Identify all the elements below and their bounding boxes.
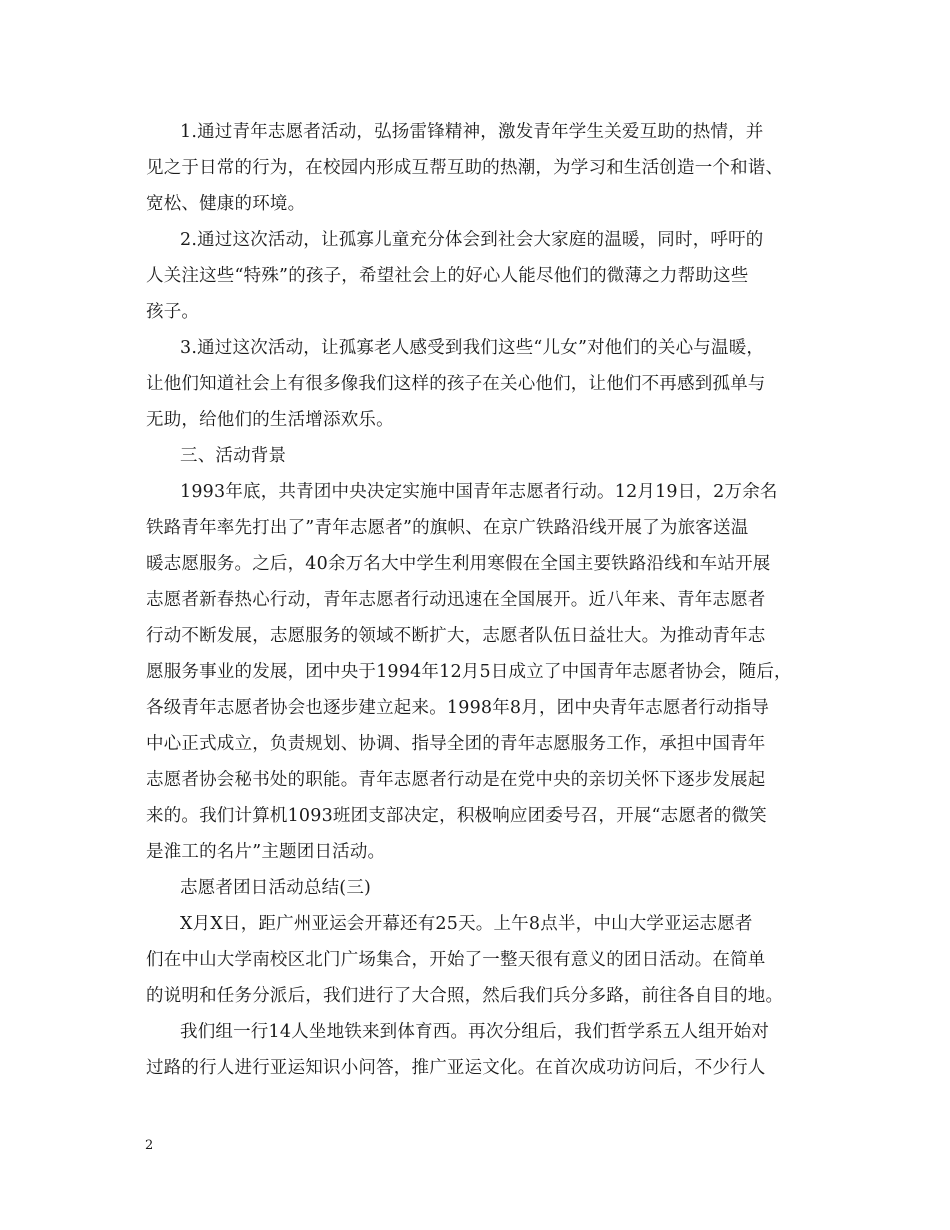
background-paragraph-line-5: 行动不断发展，志愿服务的领域不断扩大，志愿者队伍日益壮大。为推动青年志 (146, 626, 766, 646)
background-paragraph-line-6: 愿服务事业的发展，团中央于1994年12月5日成立了中国青年志愿者协会，随后， (146, 662, 792, 682)
background-paragraph-line-9: 志愿者协会秘书处的职能。青年志愿者行动是在党中央的亲切关怀下逐步发展起 (146, 770, 766, 790)
paragraph-2-line-1: 2.通过这次活动，让孤寡儿童充分体会到社会大家庭的温暖，同时，呼吁的 (180, 230, 764, 250)
background-paragraph-line-7: 各级青年志愿者协会也逐步建立起来。1998年8月，团中央青年志愿者行动指导 (146, 698, 770, 718)
background-paragraph-line-2: 铁路青年率先打出了”青年志愿者”的旗帜、在京广铁路沿线开展了为旅客送温 (146, 518, 749, 538)
summary-heading: 志愿者团日活动总结(三) (180, 878, 372, 898)
summary-paragraph-2-line-1: 我们组一行14人坐地铁来到体育西。再次分组后，我们哲学系五人组开始对 (180, 1022, 770, 1042)
background-paragraph-line-11: 是淮工的名片”主题团日活动。 (146, 842, 386, 862)
section-heading-background: 三、活动背景 (180, 446, 287, 466)
paragraph-3-line-1: 3.通过这次活动，让孤寡老人感受到我们这些“儿女”对他们的关心与温暖， (180, 338, 765, 358)
background-paragraph-line-3: 暖志愿服务。之后，40余万名大中学生利用寒假在全国主要铁路沿线和车站开展 (146, 554, 771, 574)
paragraph-2-line-3: 孩子。 (146, 302, 200, 322)
paragraph-2-line-2: 人关注这些“特殊”的孩子，希望社会上的好心人能尽他们的微薄之力帮助这些 (146, 266, 749, 286)
paragraph-3-line-3: 无助，给他们的生活增添欢乐。 (146, 410, 394, 430)
summary-paragraph-1-line-3: 的说明和任务分派后，我们进行了大合照，然后我们兵分多路，前往各自目的地。 (146, 986, 784, 1006)
paragraph-1-line-3: 宽松、健康的环境。 (146, 194, 306, 214)
summary-paragraph-2-line-2: 过路的行人进行亚运知识小问答，推广亚运文化。在首次成功访问后，不少行人 (146, 1058, 766, 1078)
summary-paragraph-1-line-1: X月X日，距广州亚运会开幕还有25天。上午8点半，中山大学亚运志愿者 (180, 914, 753, 934)
background-paragraph-line-1: 1993年底，共青团中央决定实施中国青年志愿者行动。12月19日，2万余名 (180, 482, 778, 502)
paragraph-1-line-2: 见之于日常的行为，在校园内形成互帮互助的热潮，为学习和生活创造一个和谐、 (146, 158, 784, 178)
background-paragraph-line-8: 中心正式成立，负责规划、协调、指导全团的青年志愿服务工作，承担中国青年 (146, 734, 766, 754)
paragraph-3-line-2: 让他们知道社会上有很多像我们这样的孩子在关心他们，让他们不再感到孤单与 (146, 374, 766, 394)
summary-paragraph-1-line-2: 们在中山大学南校区北门广场集合，开始了一整天很有意义的团日活动。在简单 (146, 950, 766, 970)
background-paragraph-line-4: 志愿者新春热心行动，青年志愿者行动迅速在全国展开。近八年来、青年志愿者 (146, 590, 766, 610)
page-number: 2 (145, 1138, 154, 1153)
paragraph-1-line-1: 1.通过青年志愿者活动，弘扬雷锋精神，激发青年学生关爱互助的热情，并 (180, 122, 764, 142)
background-paragraph-line-10: 来的。我们计算机1093班团支部决定，积极响应团委号召，开展“志愿者的微笑 (146, 806, 767, 826)
